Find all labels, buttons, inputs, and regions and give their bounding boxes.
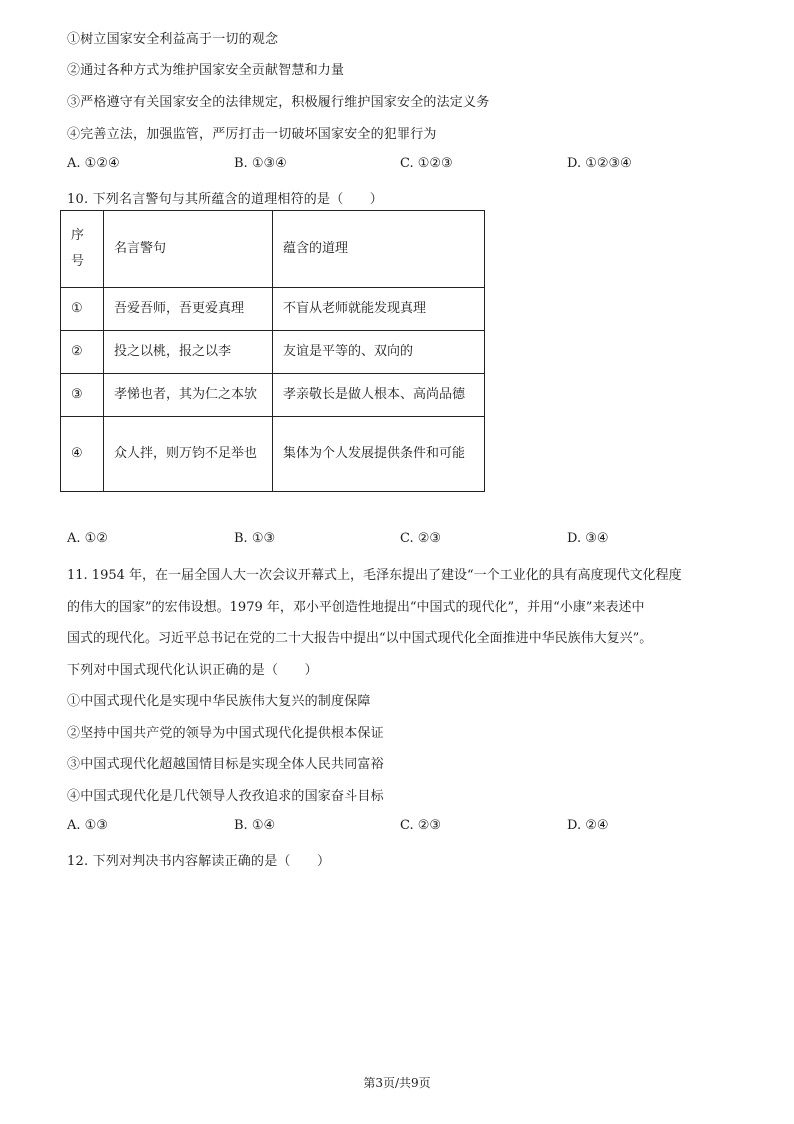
row-number: ② xyxy=(61,331,104,374)
page-footer: 第3页/共9页 xyxy=(363,1076,431,1090)
header-number xyxy=(61,211,104,288)
q10-table xyxy=(60,210,485,492)
q10-stem: 10. 下列名言警句与其所蕴含的道理相符的是（ ） xyxy=(67,192,384,207)
q11-options xyxy=(67,818,707,836)
q11-stem-line-4: 下列对中国式现代化认识正确的是（ ） xyxy=(67,663,318,678)
q10-option-c: C. ②③ xyxy=(400,531,442,546)
row-number: ① xyxy=(61,288,104,331)
q11-option-c: C. ②③ xyxy=(400,818,442,833)
q11-stem-line-3: 国式的现代化。习近平总书记在党的二十大报告中提出“以中国式现代化全面推进中华民族伟大复兴”。 xyxy=(67,631,653,646)
table-row xyxy=(61,374,485,417)
row-number: ③ xyxy=(61,374,104,417)
header-quote: 名言警句 xyxy=(104,211,273,288)
q10-option-b: B. ①③ xyxy=(234,531,276,546)
header-number-label: 序号 xyxy=(71,228,85,269)
table-header-row xyxy=(61,211,485,288)
q12-stem: 12. 下列对判决书内容解读正确的是（ ） xyxy=(67,854,331,869)
q9-statement-3: ③严格遵守有关国家安全的法律规定，积极履行维护国家安全的法定义务 xyxy=(67,95,490,110)
row-meaning: 友谊是平等的、双向的 xyxy=(273,331,485,374)
row-number: ④ xyxy=(61,417,104,492)
row-meaning: 不盲从老师就能发现真理 xyxy=(273,288,485,331)
q9-statement-1: ①树立国家安全利益高于一切的观念 xyxy=(67,32,279,47)
q9-option-b: B. ①③④ xyxy=(234,156,287,171)
table-row xyxy=(61,288,485,331)
q9-option-d: D. ①②③④ xyxy=(567,156,632,171)
q9-option-a: A. ①②④ xyxy=(67,156,120,171)
q9-option-c: C. ①②③ xyxy=(400,156,453,171)
row-quote: 孝悌也者，其为仁之本欤 xyxy=(104,374,273,417)
q10-options xyxy=(67,531,707,549)
q11-stem-line-1: 11. 1954 年，在一届全国人大一次会议开幕式上，毛泽东提出了建设“一个工业化的具有高度现代文化程度 xyxy=(67,568,682,583)
q11-statement-2: ②坚持中国共产党的领导为中国式现代化提供根本保证 xyxy=(67,726,384,741)
q10-option-a: A. ①② xyxy=(67,531,108,546)
q11-statement-3: ③中国式现代化超越国情目标是实现全体人民共同富裕 xyxy=(67,757,384,772)
q9-options xyxy=(67,156,707,174)
row-meaning: 集体为个人发展提供条件和可能 xyxy=(273,417,485,492)
q9-statement-4: ④完善立法，加强监管，严厉打击一切破坏国家安全的犯罪行为 xyxy=(67,127,437,142)
q11-stem-line-2: 的伟大的国家”的宏伟设想。1979 年，邓小平创造性地提出“中国式的现代化”，并用“小康”来表述中 xyxy=(67,600,645,615)
q11-statement-4: ④中国式现代化是几代领导人孜孜追求的国家奋斗目标 xyxy=(67,789,384,804)
q11-option-d: D. ②④ xyxy=(567,818,609,833)
table-row xyxy=(61,417,485,492)
q10-option-d: D. ③④ xyxy=(567,531,609,546)
row-meaning: 孝亲敬长是做人根本、高尚品德 xyxy=(273,374,485,417)
row-quote: 投之以桃，报之以李 xyxy=(104,331,273,374)
row-quote: 吾爱吾师，吾更爱真理 xyxy=(104,288,273,331)
table-row xyxy=(61,331,485,374)
row-quote: 众人拌，则万钧不足举也 xyxy=(104,417,273,492)
header-meaning: 蕴含的道理 xyxy=(273,211,485,288)
q11-statement-1: ①中国式现代化是实现中华民族伟大复兴的制度保障 xyxy=(67,694,371,709)
q11-option-b: B. ①④ xyxy=(234,818,276,833)
q9-statement-2: ②通过各种方式为维护国家安全贡献智慧和力量 xyxy=(67,63,345,78)
q11-option-a: A. ①③ xyxy=(67,818,108,833)
